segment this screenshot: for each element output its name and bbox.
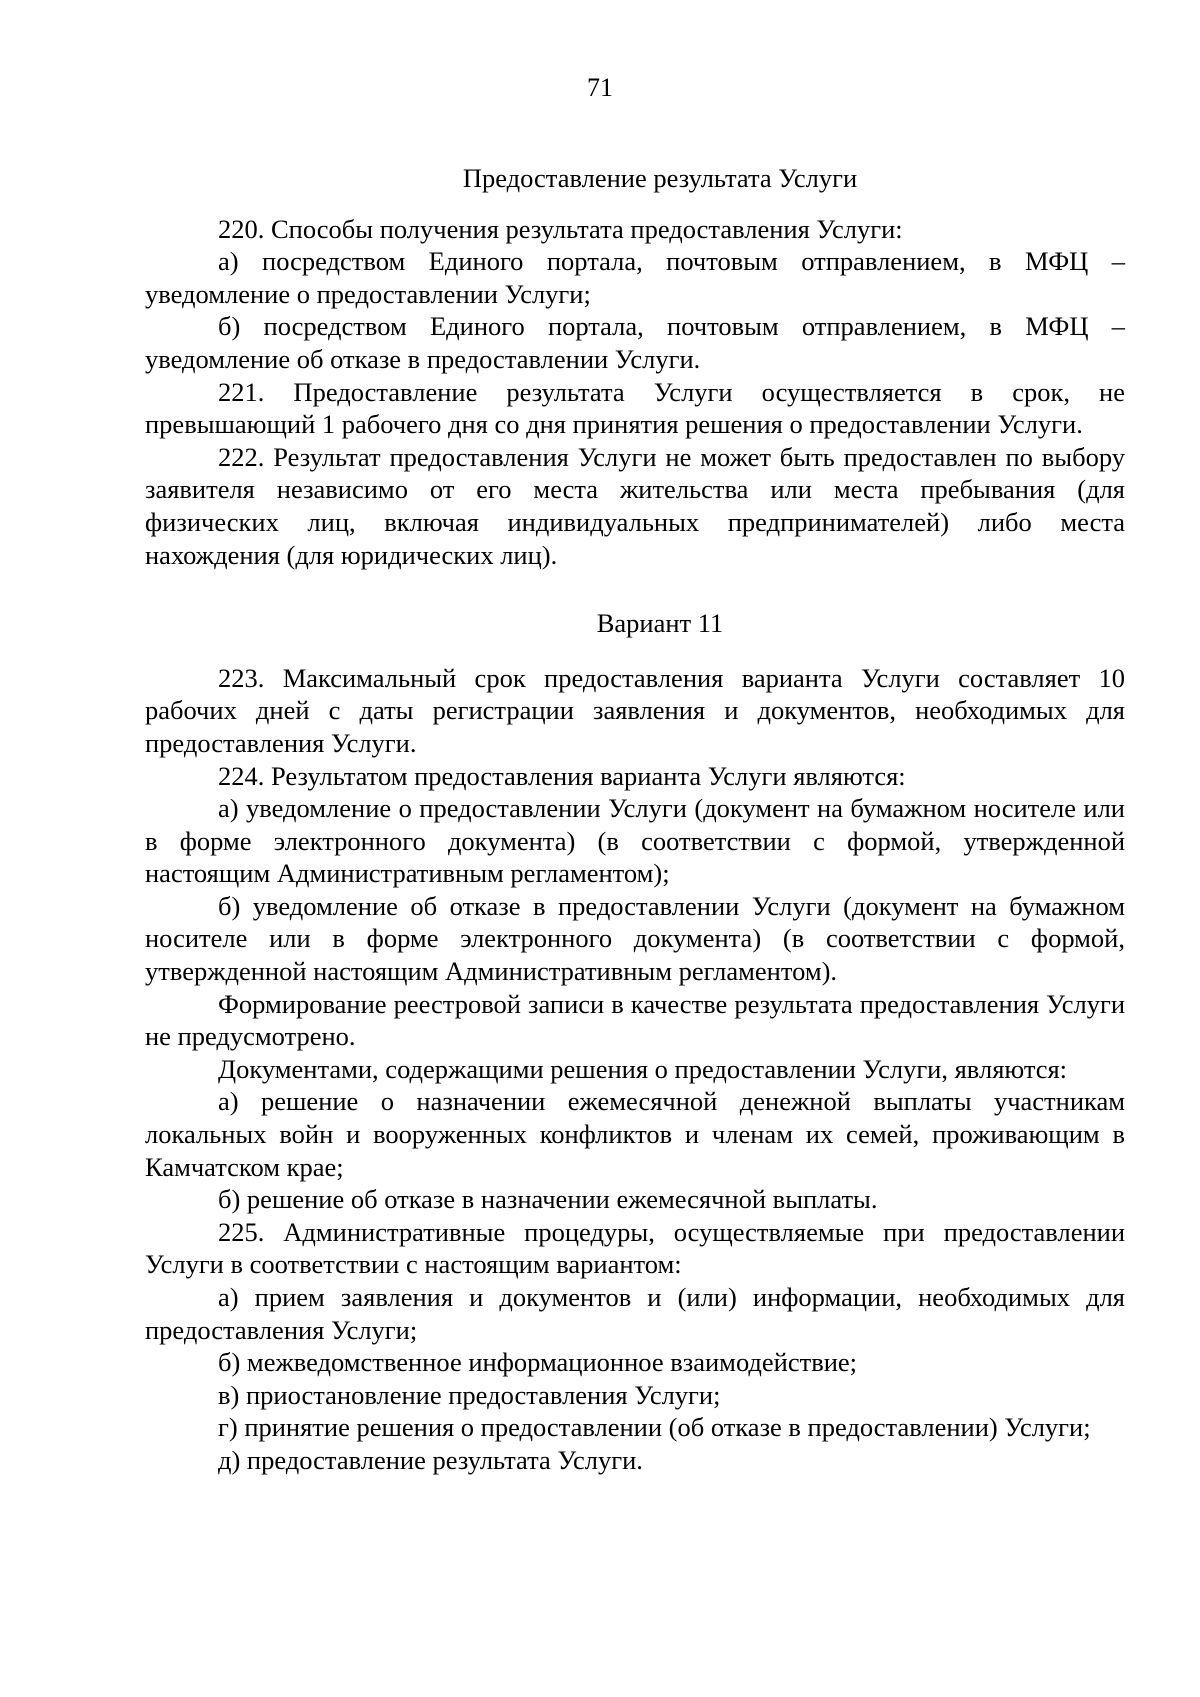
paragraph-225-a: а) прием заявления и документов и (или) информации, необходимых для предоставления Услуги; [145,1282,1125,1345]
paragraph-220-b: б) посредством Единого портала, почтовым отправлением, в МФЦ – уведомление об отказе в предоставлении Услуги. [145,311,1125,374]
paragraph-224-a: а) уведомление о предоставлении Услуги (документ на бумажном носителе или в форме электронного документа) (в соответствии с формой, утвержденной настоящим Административным регламентом); [145,793,1125,889]
section-heading-variant: Вариант 11 [596,608,724,639]
document-body [145,162,1125,1477]
paragraph-registry-note: Формирование реестровой записи в качестве результата предоставления Услуги не предусмотрено. [145,988,1125,1052]
paragraph-225-b: б) межведомственное информационное взаимодействие; [218,1347,858,1378]
paragraph-222: 222. Результат предоставления Услуги не может быть предоставлен по выбору заявителя независимо от его места жительства или места пребывания (для физических лиц, включая индивидуальных предпринимателей) либо места нахождения (для юридических лиц). [145,441,1125,570]
paragraph-221: 221. Предоставление результата Услуги осуществляется в срок, не превышающий 1 рабочего дня со дня принятия решения о предоставлении Услуги. [145,376,1125,440]
paragraph-224: 224. Результатом предоставления варианта Услуги являются: [218,760,906,791]
paragraph-decision-documents: Документами, содержащими решения о предоставлении Услуги, являются: [218,1053,1068,1084]
paragraph-225: 225. Административные процедуры, осуществляемые при предоставлении Услуги в соответствии с настоящим вариантом: [145,1216,1125,1280]
paragraph-224-b: б) уведомление об отказе в предоставлении Услуги (документ на бумажном носителе или в форме электронного документа) (в соответствии с формой, утвержденной настоящим Административным регламентом). [145,890,1125,987]
paragraph-decision-a: а) решение о назначении ежемесячной денежной выплаты участникам локальных войн и вооруженных конфликтов и членам их семей, проживающим в Камчатском крае; [145,1086,1125,1182]
paragraph-decision-b: б) решение об отказе в назначении ежемесячной выплаты. [218,1184,878,1215]
paragraph-225-g: г) принятие решения о предоставлении (об отказе в предоставлении) Услуги; [218,1412,1091,1443]
paragraph-225-d: д) предоставление результата Услуги. [218,1444,643,1475]
paragraph-223: 223. Максимальный срок предоставления варианта Услуги составляет 10 рабочих дней с даты регистрации заявления и документов, необходимых для предоставления Услуги. [145,662,1125,758]
paragraph-220: 220. Способы получения результата предоставления Услуги: [218,213,903,244]
page-number: 71 [587,73,613,102]
paragraph-220-a: а) посредством Единого портала, почтовым отправлением, в МФЦ – уведомление о предоставлении Услуги; [145,246,1125,309]
section-heading-result: Предоставление результата Услуги [462,163,858,193]
paragraph-225-v: в) приостановление предоставления Услуги; [218,1379,721,1410]
